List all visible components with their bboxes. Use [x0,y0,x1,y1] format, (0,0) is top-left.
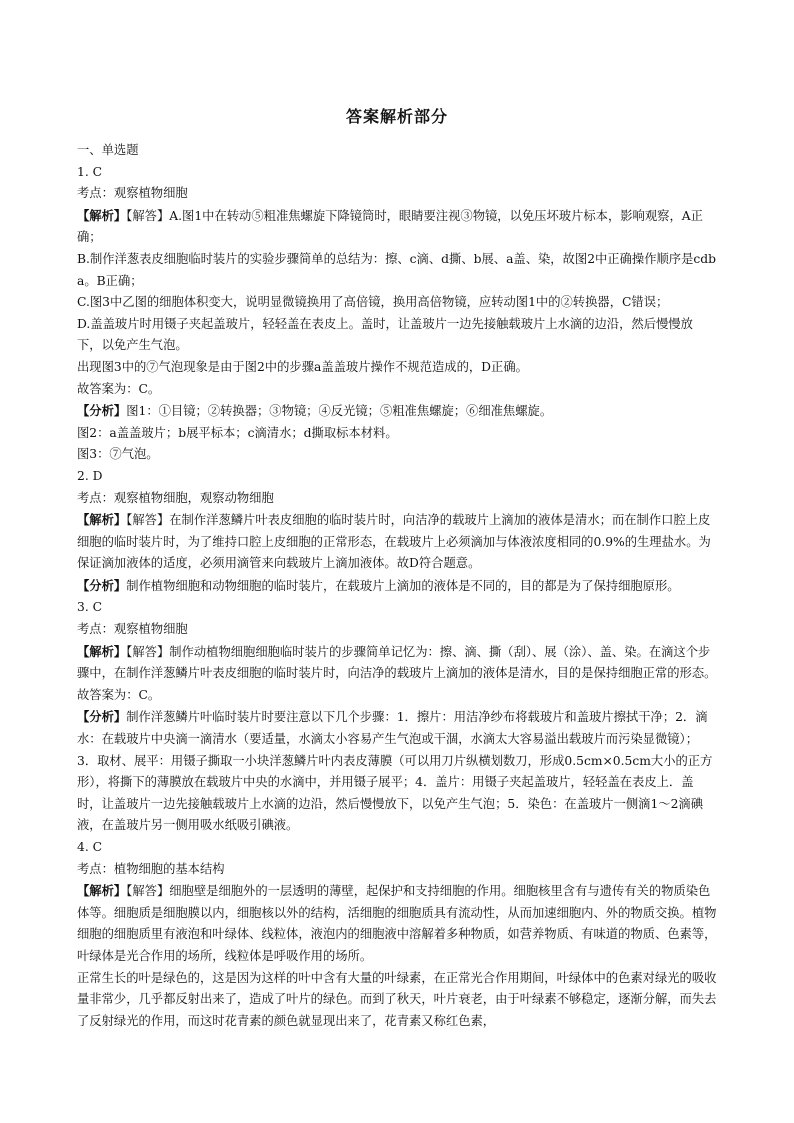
analysis-paragraph: 出现图3中的⑦气泡现象是由于图2中的步骤a盖盖玻片操作不规范造成的，D正确。 [77,359,528,374]
fenxi-tag: 【分析】 [77,709,127,725]
answer-tag: 【解答】 [126,884,170,899]
topic-line: 考点：植物细胞的基本结构 [77,861,225,876]
fenxi-paragraph: 【分析】制作植物细胞和动物细胞的临时装片，在载玻片上滴加的液体是不同的，目的都是为了保持细胞原形。 [77,577,680,593]
fenxi-paragraph: 【分析】制作洋葱鳞片叶临时装片时要注意以下几个步骤：1．擦片：用洁净纱布将载玻片和盖玻片擦拭干净；2．滴水：在载玻片中央滴一滴清水（要适量，水滴太小容易产生气泡或干涸，水滴太大容易溢出载玻片而污染显微镜）；3．取材、展平：用镊子撕取一小块洋葱鳞片叶内表皮薄膜（可以用刀片纵横划数刀，形成0.5cm×0.5cm大小的正方形），将撕下的薄膜放在载玻片中央的水滴中，并用镊子展平；4．盖片：用镊子夹起盖玻片，轻轻盖在表皮上．盖时，让盖玻片一边先接触载玻片上水滴的边沿，然后慢慢放下，以免产生气泡；5．染色：在盖玻片一侧滴1～2滴碘液，在盖玻片另一侧用吸水纸吸引碘液。 [77,709,713,833]
analysis-paragraph: C.图3中乙图的细胞体积变大，说明显微镜换用了高倍镜，换用高倍物镜，应转动图1中的②转换器，C错误； [77,295,669,310]
answer-line: 2. D [77,468,103,483]
analysis-paragraph: B.制作洋葱表皮细胞临时装片的实验步骤简单的总结为：擦、c滴、d撕、b展、a盖、染，故图2中正确操作顺序是cdba。B正确； [77,251,717,288]
answer-line: 1. C [77,164,103,179]
answer-tag: 【解答】 [126,208,170,223]
fenxi-paragraph: 【分析】图1：①目镜；②转换器；③物镜；④反光镜；⑤粗准焦螺旋；⑥细准焦螺旋。 [77,403,553,419]
section-heading: 一、单选题 [77,143,139,157]
analysis-tag: 【解析】 [77,207,127,223]
answer-tag: 【解答】 [126,644,170,659]
analysis-paragraph: 【解析】【解答】A.图1中在转动⑤粗准焦螺旋下降镜筒时，眼睛要注视③物镜，以免压坏玻片标本，影响观察，A正确； [77,207,703,245]
fenxi-paragraph: 图2：a盖盖玻片；b展平标本；c滴清水；d撕取标本材料。 [77,425,398,440]
fenxi-paragraph: 图3：⑦气泡。 [77,447,159,462]
analysis-paragraph: 【解析】【解答】制作动植物细胞细胞临时装片的步骤简单记忆为：擦、滴、撕（刮）、展（涂）、盖、染。在滴这个步骤中，在制作洋葱鳞片叶表皮细胞的临时装片时，向洁净的载玻片上滴加的液体是清水，目的是保持细胞正常的形态。故答案为：C。 [77,643,717,702]
topic-line: 考点：观察植物细胞，观察动物细胞 [77,490,274,505]
fenxi-tag: 【分析】 [77,403,127,419]
answer-tag: 【解答】 [126,513,170,528]
answer-line: 4. C [77,840,103,854]
analysis-tag: 【解析】 [77,512,127,528]
analysis-paragraph: 【解析】【解答】在制作洋葱鳞片叶表皮细胞的临时装片时，向洁净的载玻片上滴加的液体是清水；而在制作口腔上皮细胞的临时装片时，为了维持口腔上皮细胞的正常形态，在载玻片上必须滴加与体液浓度相同的0.9%的生理盐水。为保证滴加液体的适度，必须用滴管来向载玻片上滴加液体。故D符合题意。 [77,512,711,571]
topic-line: 考点：观察植物细胞 [77,186,188,201]
analysis-tag: 【解析】 [77,883,127,899]
fenxi-tag: 【分析】 [77,577,127,593]
analysis-tag: 【解析】 [77,643,127,659]
final-answer: 故答案为：C。 [77,381,161,396]
document-body [77,140,717,1032]
topic-line: 考点：观察植物细胞 [77,622,188,637]
answer-line: 3. C [77,600,103,615]
analysis-paragraph: 正常生长的叶是绿色的，这是因为这样的叶中含有大量的叶绿素，在正常光合作用期间，叶绿体中的色素对绿光的吸收量非常少，几乎都反射出来了，造成了叶片的绿色。而到了秋天，叶片衰老，由于叶绿素不够稳定，逐渐分解，而失去了反射绿光的作用，而这时花青素的颜色就显现出来了，花青素又称红色素， [77,970,717,1028]
analysis-paragraph: D.盖盖玻片时用镊子夹起盖玻片，轻轻盖在表皮上。盖时，让盖玻片一边先接触载玻片上水滴的边沿，然后慢慢放下，以免产生气泡。 [77,316,693,353]
page-title: 答案解析部分 [345,107,448,126]
analysis-paragraph: 【解析】【解答】细胞壁是细胞外的一层透明的薄壁，起保护和支持细胞的作用。细胞核里含有与遗传有关的物质染色体等。细胞质是细胞膜以内，细胞核以外的结构，活细胞的细胞质具有流动性，从而加速细胞内、外的物质交换。植物细胞的细胞质里有液泡和叶绿体、线粒体，液泡内的细胞液中溶解着多种物质，如营养物质、有味道的物质、色素等，叶绿体是光合作用的场所，线粒体是呼吸作用的场所。 [77,883,717,963]
